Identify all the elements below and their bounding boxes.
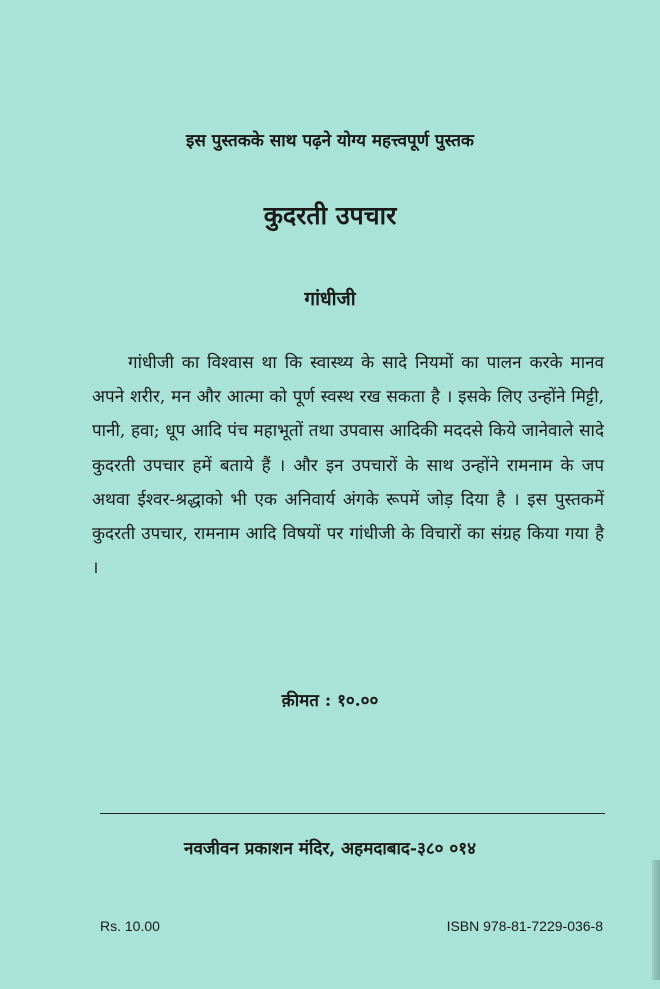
- book-description: गांधीजी का विश्वास था कि स्वास्थ्य के सादे नियमों का पालन करके मानव अपने शरीर, मन और आत्मा को पूर्ण स्वस्थ रख सकता है । इसके लिए उन्होंने मिट्टी, पानी, हवा; धूप आदि पंच महाभूतों तथा उपवास आदिकी मददसे किये जानेवाले सादे कुदरती उपचार हमें बताये हैं । और इन उपचारों के साथ उन्होंने रामनाम के जप अथवा ईश्वर-श्रद्धाको भी एक अनिवार्य अंगके रूपमें जोड़ दिया है । इस पुस्तकमें कुदरती उपचार, रामनाम आदि विषयों पर गांधीजी के विचारों का संग्रह किया गया है ।: [92, 353, 604, 579]
- divider: [100, 813, 605, 814]
- cover-subtitle: इस पुस्तकके साथ पढ़ने योग्य महत्त्वपूर्ण पुस्तक: [186, 131, 474, 151]
- price-rs: Rs. 10.00: [100, 918, 160, 934]
- page-edge: [652, 860, 660, 980]
- publisher-line: नवजीवन प्रकाशन मंदिर, अहमदाबाद-३८० ०१४: [184, 839, 476, 859]
- book-author: गांधीजी: [304, 288, 356, 310]
- book-title: कुदरती उपचार: [263, 201, 397, 230]
- price-hindi: क़ीमत : १०.००: [281, 691, 379, 711]
- isbn: ISBN 978-81-7229-036-8: [446, 918, 603, 934]
